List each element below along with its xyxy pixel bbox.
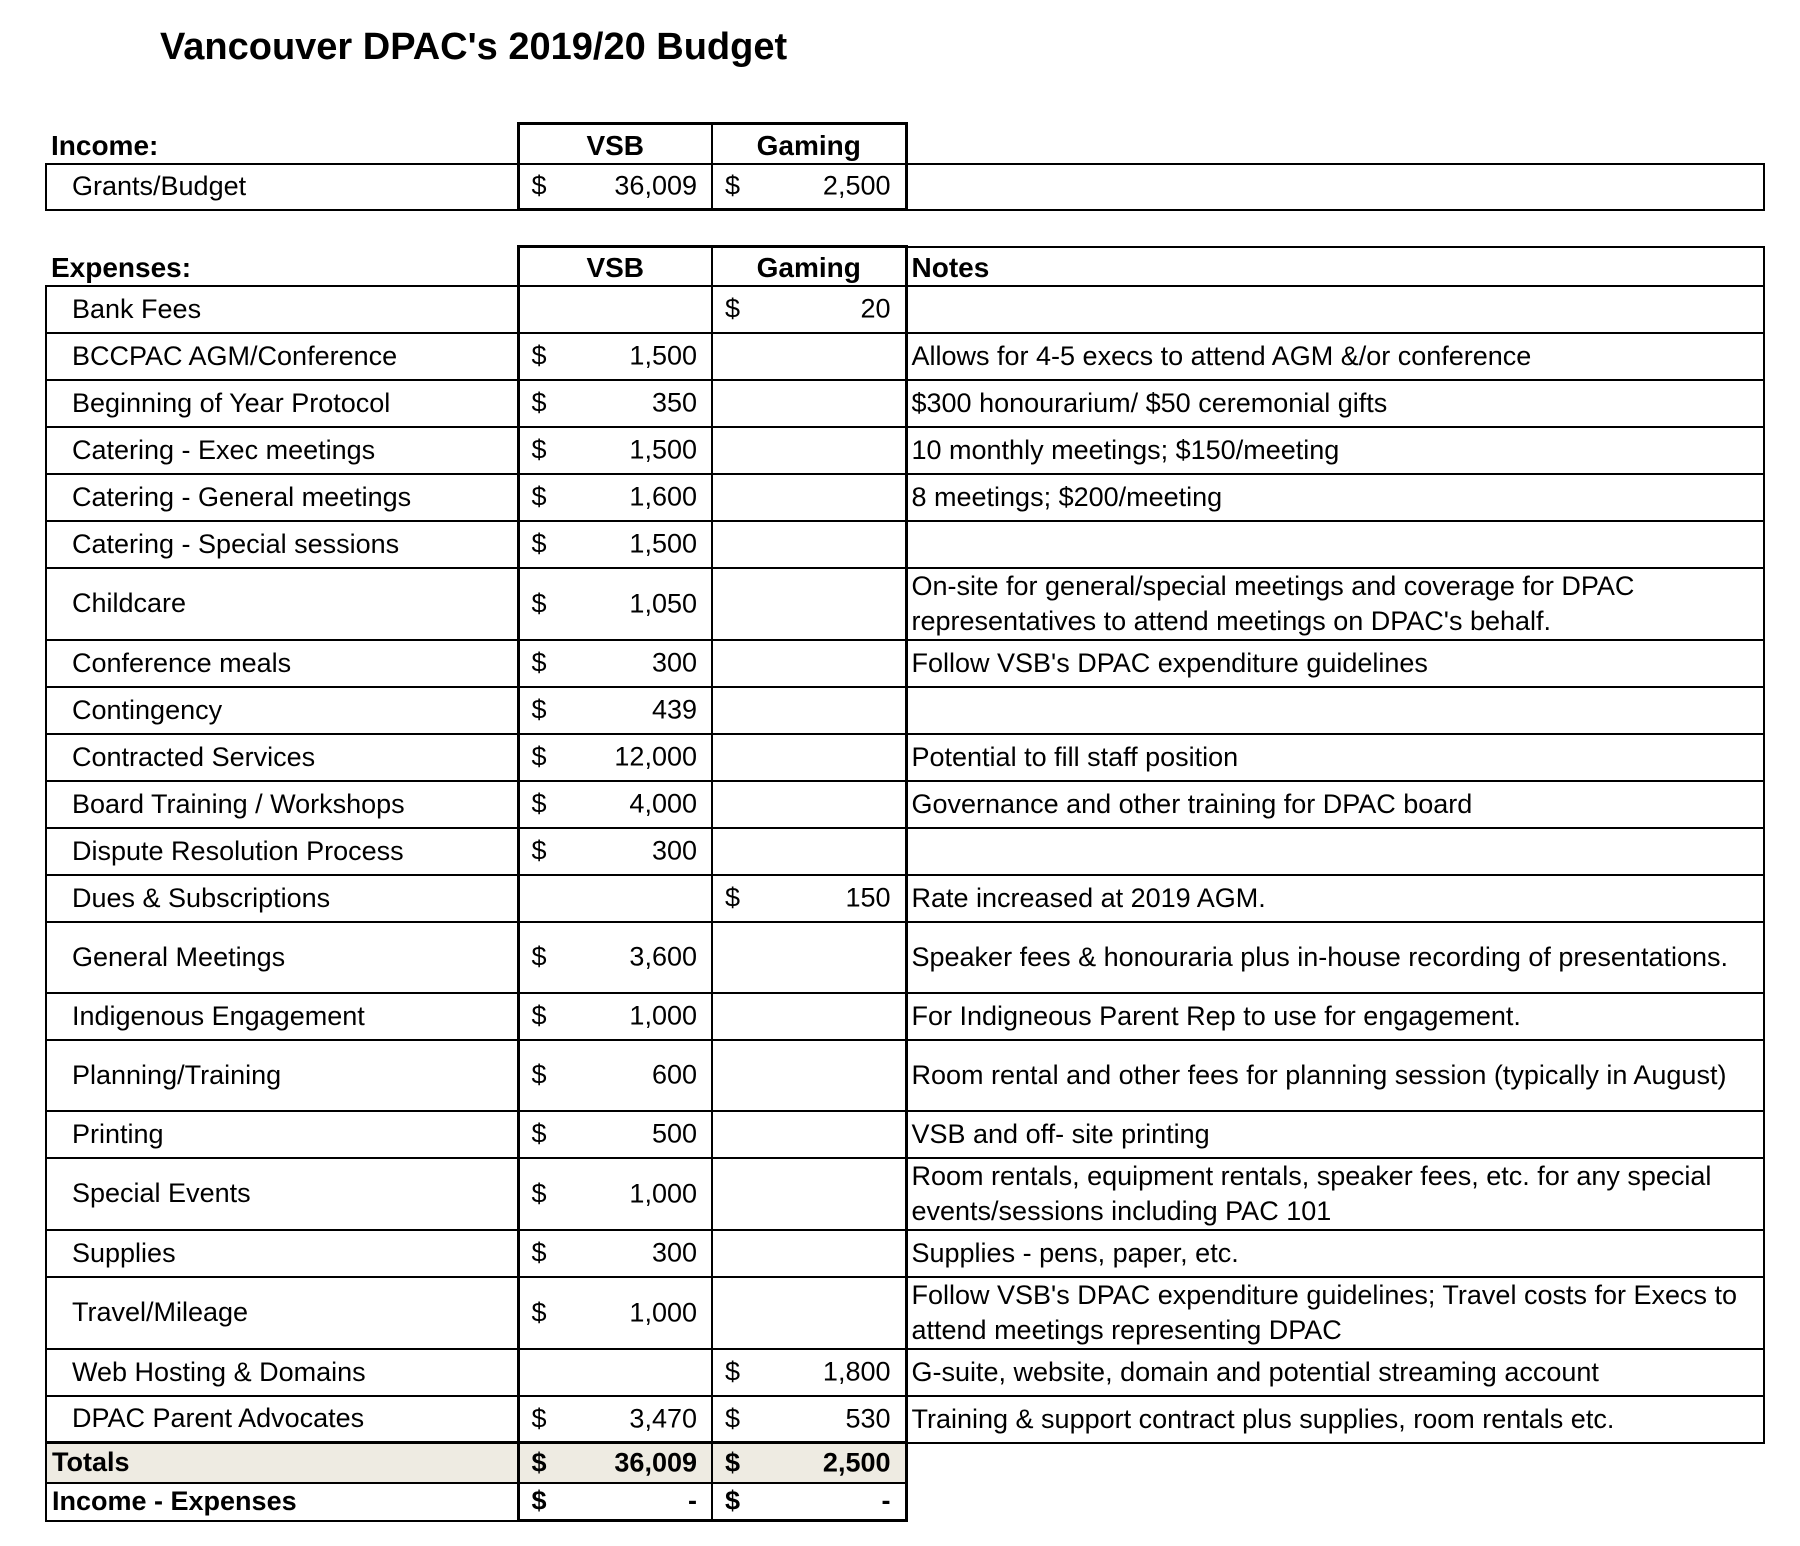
amount-value: 350 [651,387,697,418]
expense-row [46,781,1764,828]
expense-gaming-cell [712,993,906,1040]
expense-note: 10 monthly meetings; $150/meeting [906,427,1764,474]
expense-row [46,474,1764,521]
expense-row-label: Special Events [46,1158,518,1230]
expense-row-label: Web Hosting & Domains [46,1349,518,1396]
expense-row-label: DPAC Parent Advocates [46,1396,518,1443]
expense-vsb-cell [518,993,712,1040]
expense-vsb-cell [518,687,712,734]
expense-row-label: Dispute Resolution Process [46,828,518,875]
expenses-section-label: Expenses: [51,251,192,283]
expenses-table [45,245,1765,1522]
expenses-vsb-header: VSB [518,247,712,286]
expense-row-label: Planning/Training [46,1040,518,1111]
expense-note: Follow VSB's DPAC expenditure guidelines; Travel costs for Execs to attend meetings representing DPAC [906,1277,1764,1349]
amount-value: 1,500 [629,528,697,559]
expenses-header-row [46,247,1764,286]
amount-value: 4,000 [629,788,697,819]
expense-gaming-cell [712,1040,906,1111]
net-row [46,1483,1764,1521]
expense-row-label: BCCPAC AGM/Conference [46,333,518,380]
expense-note: Room rental and other fees for planning session (typically in August) [906,1040,1764,1111]
expense-gaming-cell [712,640,906,687]
currency-symbol: $ [531,941,547,972]
expense-gaming-cell [712,734,906,781]
currency-symbol: $ [531,647,547,678]
expense-row-label: Travel/Mileage [46,1277,518,1349]
expense-note [906,687,1764,734]
expense-note: For Indigneous Parent Rep to use for engagement. [906,993,1764,1040]
expense-vsb-cell [518,427,712,474]
currency-symbol: $ [531,1118,547,1149]
expense-note: $300 honourarium/ $50 ceremonial gifts [906,380,1764,427]
currency-symbol: $ [531,694,547,725]
expense-row [46,427,1764,474]
net-gaming-cell [712,1483,906,1521]
amount-value: 150 [845,882,891,913]
expense-row-label: Dues & Subscriptions [46,875,518,922]
amount-value: 1,050 [629,588,697,618]
expense-row-label: Indigenous Engagement [46,993,518,1040]
expense-vsb-cell [518,1230,712,1277]
expense-vsb-cell [518,474,712,521]
amount-value: 1,500 [629,434,697,465]
page-title: Vancouver DPAC's 2019/20 Budget [160,26,788,68]
expense-vsb-cell [518,1396,712,1443]
expense-note: VSB and off- site printing [906,1111,1764,1158]
expense-note: Allows for 4-5 execs to attend AGM &/or conference [906,333,1764,380]
income-row-label: Grants/Budget [46,164,518,210]
amount-value: 36,009 [614,170,697,201]
expense-row-label: Conference meals [46,640,518,687]
amount-value: 300 [651,835,697,866]
expense-vsb-cell [518,640,712,687]
amount-value: 1,500 [629,340,697,371]
expense-gaming-cell [712,781,906,828]
expense-row-label: Printing [46,1111,518,1158]
amount-value: 300 [651,1237,697,1268]
expense-row-label: Contracted Services [46,734,518,781]
amount-value: 500 [651,1118,697,1149]
expense-row [46,1111,1764,1158]
expense-row [46,380,1764,427]
expense-row [46,521,1764,568]
currency-symbol: $ [531,1000,547,1031]
totals-vsb-cell [518,1443,712,1483]
expense-vsb-cell [518,286,712,333]
income-gaming-cell [712,164,906,210]
expense-vsb-cell [518,781,712,828]
expense-gaming-cell [712,521,906,568]
currency-symbol: $ [725,1403,741,1434]
expense-gaming-cell [712,568,906,640]
expense-gaming-cell [712,687,906,734]
expense-row-label: Catering - Exec meetings [46,427,518,474]
expense-note: Training & support contract plus supplies, room rentals etc. [906,1396,1764,1443]
amount-value: 12,000 [614,741,697,772]
income-vsb-header: VSB [518,124,712,164]
amount-value: 530 [845,1403,891,1434]
expense-row [46,1277,1764,1349]
expense-note: Follow VSB's DPAC expenditure guidelines [906,640,1764,687]
currency-symbol: $ [531,788,547,819]
amount-value: 3,600 [629,941,697,972]
expense-row [46,687,1764,734]
expense-note: Room rentals, equipment rentals, speaker fees, etc. for any special events/sessions including PAC 101 [906,1158,1764,1230]
expense-row-label: Board Training / Workshops [46,781,518,828]
expense-row-label: Supplies [46,1230,518,1277]
totals-row [46,1443,1764,1483]
expense-gaming-cell [712,922,906,993]
expense-gaming-cell [712,1111,906,1158]
expense-row [46,640,1764,687]
expense-note: Supplies - pens, paper, etc. [906,1230,1764,1277]
expense-gaming-cell [712,286,906,333]
expense-row [46,828,1764,875]
amount-value: 600 [651,1059,697,1090]
expense-note [906,521,1764,568]
amount-value: 1,000 [629,1000,697,1031]
income-table [45,122,1765,211]
expense-row [46,734,1764,781]
expense-note: Governance and other training for DPAC board [906,781,1764,828]
currency-symbol: $ [531,1059,547,1090]
expense-note [906,286,1764,333]
expense-gaming-cell [712,1230,906,1277]
expense-row-label: General Meetings [46,922,518,993]
amount-value: 1,800 [822,1356,891,1387]
expense-note: On-site for general/special meetings and coverage for DPAC representatives to attend meetings on DPAC's behalf. [906,568,1764,640]
amount-value: 1,000 [629,1178,697,1208]
expense-gaming-cell [712,1277,906,1349]
expense-row [46,333,1764,380]
expense-gaming-cell [712,380,906,427]
currency-symbol: $ [531,588,547,618]
expenses-gaming-header: Gaming [712,247,906,286]
expense-row [46,1396,1764,1443]
amount-value: 20 [860,293,891,324]
currency-symbol: $ [531,835,547,866]
income-notes-cell [906,164,1764,210]
currency-symbol: $ [725,1485,741,1516]
expense-vsb-cell [518,1349,712,1396]
expense-vsb-cell [518,568,712,640]
currency-symbol: $ [531,387,547,418]
amount-value: 3,470 [629,1403,697,1434]
expense-row [46,1230,1764,1277]
expense-gaming-cell [712,333,906,380]
amount-value: 300 [651,647,697,678]
net-label: Income - Expenses [46,1483,518,1521]
expense-gaming-cell [712,474,906,521]
income-vsb-cell [518,164,712,210]
totals-gaming-cell [712,1443,906,1483]
expense-vsb-cell [518,1277,712,1349]
expense-note: G-suite, website, domain and potential streaming account [906,1349,1764,1396]
expense-vsb-cell [518,1111,712,1158]
totals-label: Totals [46,1443,518,1483]
amount-value: - [881,1485,891,1516]
amount-value: 36,009 [614,1447,697,1478]
expense-vsb-cell [518,1040,712,1111]
currency-symbol: $ [531,528,547,559]
expense-row [46,922,1764,993]
income-gaming-header: Gaming [712,124,906,164]
expense-note: 8 meetings; $200/meeting [906,474,1764,521]
amount-value: 2,500 [822,1447,891,1478]
expense-row-label: Catering - Special sessions [46,521,518,568]
expense-gaming-cell [712,875,906,922]
currency-symbol: $ [725,1356,741,1387]
expense-note: Speaker fees & honouraria plus in-house recording of presentations. [906,922,1764,993]
currency-symbol: $ [725,1447,741,1478]
currency-symbol: $ [531,1485,547,1516]
expense-row [46,1040,1764,1111]
currency-symbol: $ [531,1178,547,1208]
expenses-notes-header: Notes [906,247,1764,286]
currency-symbol: $ [531,340,547,371]
amount-value: - [688,1485,697,1516]
expense-row-label: Beginning of Year Protocol [46,380,518,427]
expense-gaming-cell [712,828,906,875]
expense-row [46,1349,1764,1396]
expense-note: Rate increased at 2019 AGM. [906,875,1764,922]
currency-symbol: $ [725,293,741,324]
expense-row-label: Bank Fees [46,286,518,333]
expense-vsb-cell [518,1158,712,1230]
expense-note [906,828,1764,875]
amount-value: 439 [651,694,697,725]
income-section-label: Income: [51,129,159,161]
expense-gaming-cell [712,1396,906,1443]
expense-row [46,286,1764,333]
expense-row [46,568,1764,640]
amount-value: 2,500 [822,170,891,201]
currency-symbol: $ [531,1447,547,1478]
amount-value: 1,000 [629,1297,697,1327]
currency-symbol: $ [725,170,741,201]
currency-symbol: $ [531,1297,547,1327]
expense-row-label: Contingency [46,687,518,734]
expense-vsb-cell [518,922,712,993]
expense-vsb-cell [518,333,712,380]
currency-symbol: $ [531,1237,547,1268]
expense-gaming-cell [712,1158,906,1230]
currency-symbol: $ [531,741,547,772]
currency-symbol: $ [725,882,741,913]
expense-row-label: Catering - General meetings [46,474,518,521]
income-row [46,164,1764,210]
expense-gaming-cell [712,427,906,474]
expense-vsb-cell [518,521,712,568]
expense-vsb-cell [518,734,712,781]
currency-symbol: $ [531,1403,547,1434]
expense-row [46,1158,1764,1230]
expense-row [46,875,1764,922]
expense-vsb-cell [518,828,712,875]
net-vsb-cell [518,1483,712,1521]
expense-vsb-cell [518,875,712,922]
expense-gaming-cell [712,1349,906,1396]
expense-row [46,993,1764,1040]
income-header-row [46,124,1764,164]
expense-row-label: Childcare [46,568,518,640]
currency-symbol: $ [531,434,547,465]
amount-value: 1,600 [629,481,697,512]
expense-note: Potential to fill staff position [906,734,1764,781]
currency-symbol: $ [531,481,547,512]
currency-symbol: $ [531,170,547,201]
expense-vsb-cell [518,380,712,427]
